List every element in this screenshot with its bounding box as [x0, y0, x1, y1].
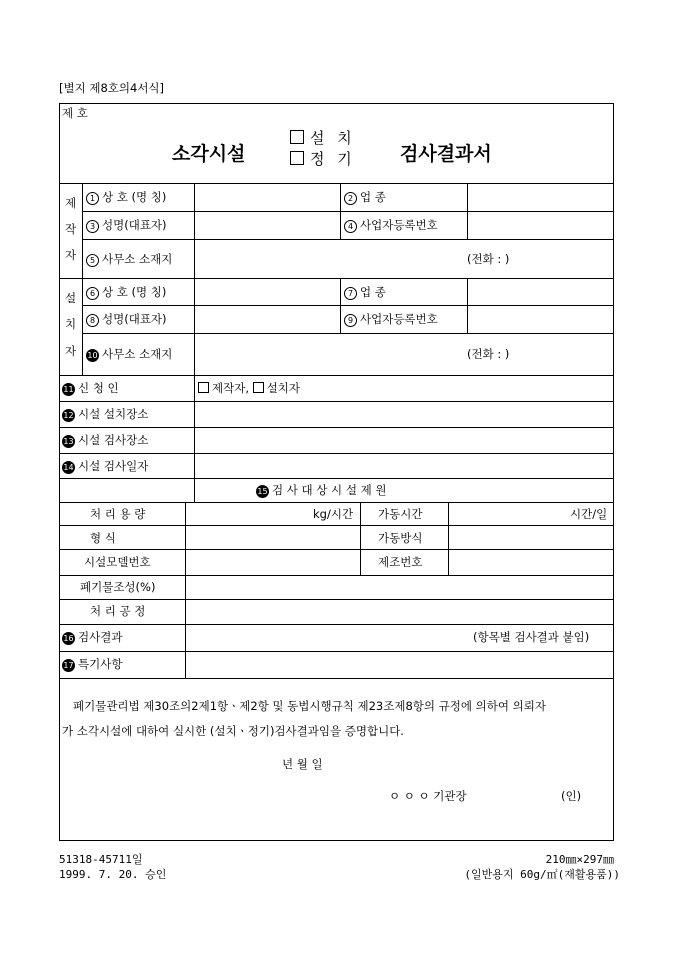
- statement-line-1: 폐기물관리법 제30조의2제1항ㆍ제2항 및 동법시행규칙 제23조제8항의 규정에 의하여 의뢰자: [73, 699, 546, 713]
- title-left: 소각시설: [172, 143, 246, 165]
- section-title-specs: 15 검 사 대 상 시 설 제 원: [257, 483, 387, 497]
- field-label-capacity: 처 리 용 량: [90, 507, 146, 521]
- field-label-waste-composition: 폐기물조성(%): [80, 580, 156, 594]
- manufacturer-side-label-1: 제: [65, 196, 77, 210]
- field-label-representative: 8 성명(대표자): [86, 312, 167, 327]
- field-label-type: 형 식: [90, 531, 116, 545]
- field-label-inspection-result: 16 검사결과: [63, 630, 123, 644]
- installer-side-label-1: 설: [65, 291, 77, 305]
- field-label-trade-name: 6 상 호 (명 칭): [86, 285, 166, 300]
- paper-spec: (일반용지 60g/㎡(재활용품)): [464, 868, 620, 881]
- phone-label: (전화 : ): [467, 252, 510, 266]
- field-label-operating-time: 가동시간: [378, 507, 423, 521]
- approval-date: 1999. 7. 20. 승인: [59, 868, 167, 881]
- field-label-business-type: 2 업 종: [344, 190, 386, 205]
- field-label-office-address: 5 사무소 소재지: [86, 252, 172, 267]
- installer-side-label-2: 치: [65, 317, 77, 331]
- field-label-representative: 3 성명(대표자): [86, 218, 167, 233]
- option-periodic[interactable]: 정 기: [290, 150, 356, 168]
- option-installation[interactable]: 설 치: [290, 129, 356, 147]
- field-label-business-reg-no: 9 사업자등록번호: [344, 312, 438, 327]
- paper-size: 210㎜×297㎜: [545, 853, 614, 866]
- field-label-inspection-date: 14 시설 검사일자: [63, 459, 149, 473]
- field-label-model-number: 시설모델번호: [84, 555, 151, 569]
- checkbox-icon[interactable]: [253, 382, 264, 393]
- manufacturer-side-label-3: 자: [65, 248, 77, 262]
- field-label-treatment-process: 처 리 공 정: [90, 604, 146, 618]
- manufacturer-side-label-2: 작: [65, 222, 77, 236]
- field-label-remarks: 17 특기사항: [63, 657, 123, 671]
- document-number-label: 제 호: [62, 106, 88, 120]
- statement-line-2: 가 소각시설에 대하여 실시한 (설치ㆍ정기)검사결과임을 증명합니다.: [62, 724, 404, 738]
- field-label-install-location: 12 시설 설치장소: [63, 407, 149, 421]
- form-code: 51318-45711일: [59, 853, 143, 866]
- installer-side-label-3: 자: [65, 344, 77, 358]
- checkbox-icon[interactable]: [198, 382, 209, 393]
- unit-kg-per-hour: kg/시간: [313, 507, 354, 521]
- field-label-operating-mode: 가동방식: [378, 531, 423, 545]
- field-label-inspection-location: 13 시설 검사장소: [63, 433, 149, 447]
- title-right: 검사결과서: [400, 143, 492, 165]
- unit-hours-per-day: 시간/일: [570, 507, 608, 521]
- result-attachment-note: (항목별 검사결과 붙임): [473, 630, 590, 644]
- checkbox-icon[interactable]: [290, 130, 304, 144]
- field-label-serial-number: 제조번호: [378, 555, 423, 569]
- field-label-office-address: 10 사무소 소재지: [87, 347, 173, 361]
- field-label-trade-name: 1 상 호 (명 칭): [86, 190, 166, 205]
- applicant-options[interactable]: 제작자, 설치자: [198, 381, 300, 395]
- issue-date: 년 월 일: [282, 757, 323, 771]
- field-label-business-reg-no: 4 사업자등록번호: [344, 218, 438, 233]
- seal-mark: (인): [561, 789, 582, 803]
- form-frame: [59, 103, 614, 841]
- phone-label: (전화 : ): [467, 347, 510, 361]
- field-label-business-type: 7 업 종: [344, 285, 386, 300]
- signer: ㅇ ㅇ ㅇ 기관장: [389, 789, 467, 803]
- form-reference: [별지 제8호의4서식]: [59, 81, 165, 95]
- checkbox-icon[interactable]: [290, 151, 304, 165]
- field-label-applicant: 11 신 청 인: [63, 381, 119, 395]
